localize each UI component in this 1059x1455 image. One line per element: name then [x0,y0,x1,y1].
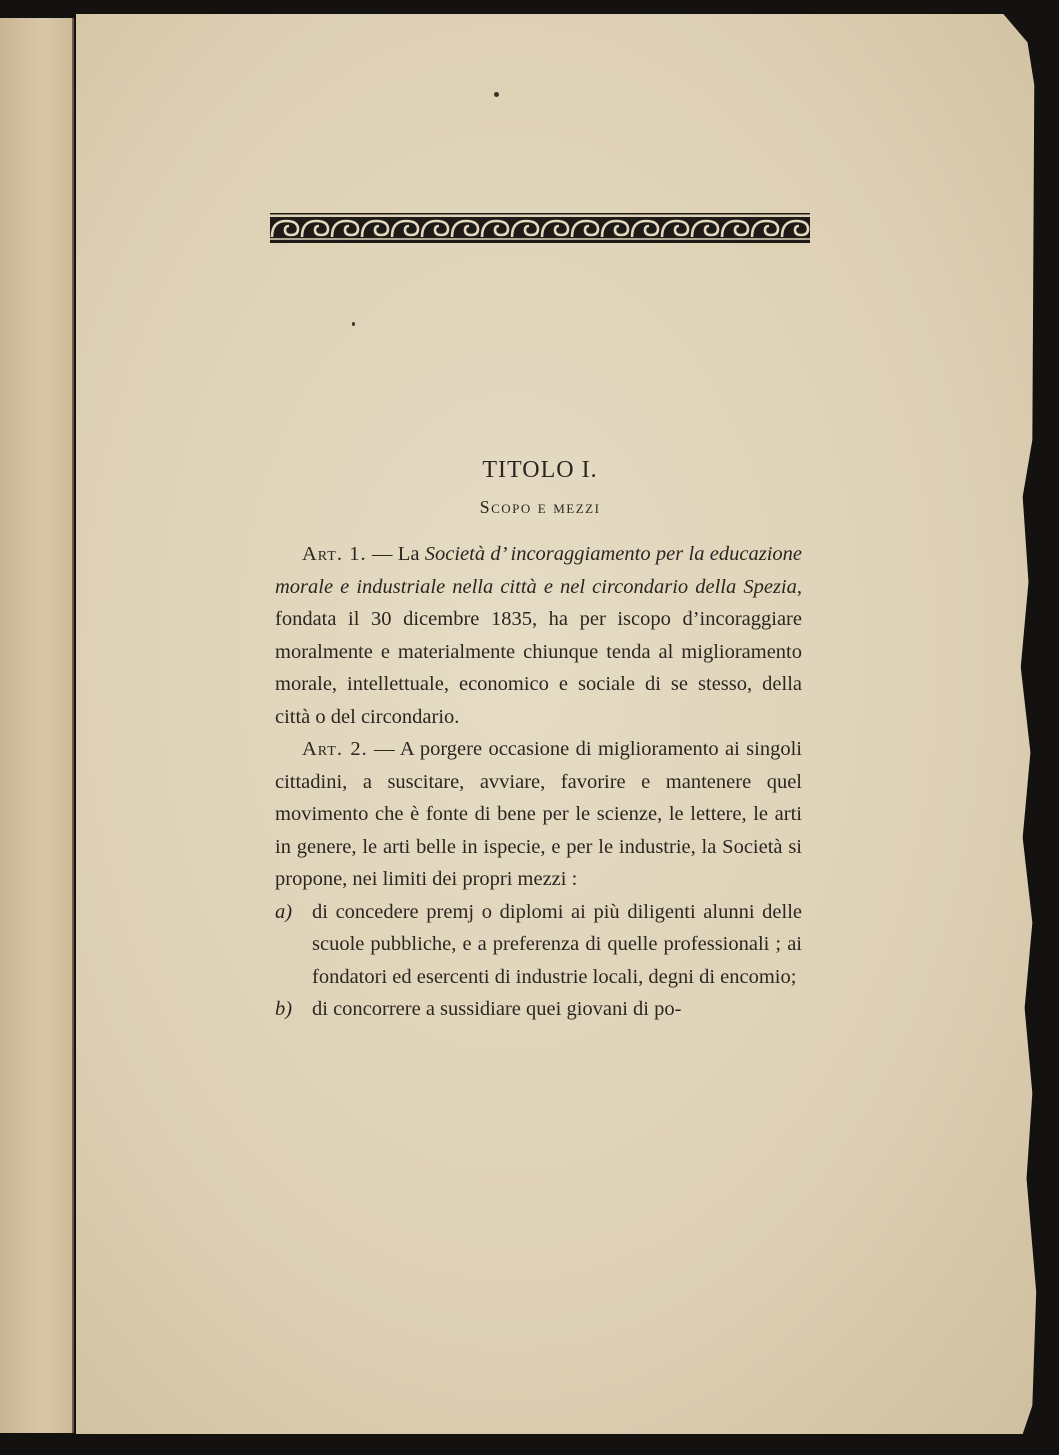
list-item [275,896,802,994]
section-title: TITOLO I. [482,457,598,483]
list-item-text: di concedere premj o diplomi ai più diligenti alunni delle scuole pubbliche, e a preferenza di quelle professionali ; ai fondatori ed esercenti di industrie locali, degni di encomio; [312,900,802,988]
society-name: Società d’ incoraggiamento per la educazione morale e industriale nella città e nel circondario della Spezia [275,543,802,598]
article-2 [275,733,802,896]
section-subtitle: Scopo e mezzi [479,497,601,517]
article-1-text: , fondata il 30 dicembre 1835, ha per iscopo d’incoraggiare moralmente e materialmente chiunque tenda al miglioramento morale, intellettuale, economico e sociale di se stesso, della città o del circondario. [275,575,802,728]
list-item-text: di concorrere a sussidiare quei giovani di po- [312,998,682,1020]
article-1-label: Art. 1. [302,543,367,565]
list-item-marker: b) [275,998,293,1020]
article-1 [275,538,802,733]
paper-speck [352,322,355,326]
article-body [275,538,802,1026]
list-item [275,993,802,1026]
facing-page-edge [0,18,74,1433]
article-2-label: Art. 2. [302,738,368,760]
article-2-text: — A porgere occasione di miglioramento ai singoli cittadini, a suscitare, avviare, favorire e mantenere quel movimento che è fonte di bene per le scienze, le lettere, le arti in genere, le arti belle in ispecie, e per le industrie, la Società si propone, nei limiti dei propri mezzi : [275,738,802,890]
decorative-border-ornament [270,213,810,243]
paper-speck [494,92,499,97]
list-item-marker: a) [275,900,293,923]
article-1-dash: — La [366,543,425,565]
